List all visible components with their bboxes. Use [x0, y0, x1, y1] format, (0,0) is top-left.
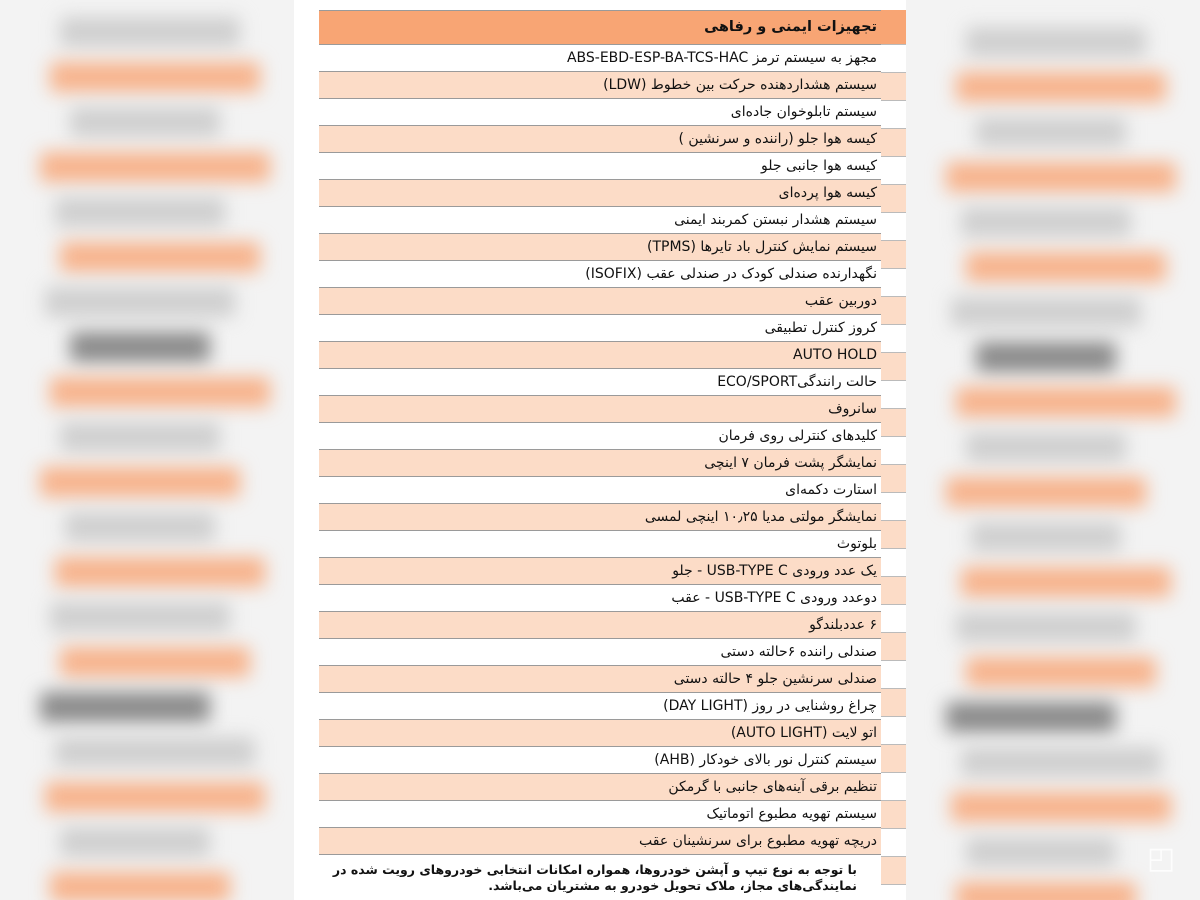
blurred-bar: [976, 117, 1126, 147]
side-cell: [881, 10, 906, 45]
blurred-row: [906, 245, 1200, 289]
side-cell: [881, 101, 906, 129]
table-side-column: [881, 10, 906, 850]
blurred-bar: [966, 27, 1146, 57]
table-row: سیستم هشدار نبستن کمربند ایمنی: [319, 207, 881, 234]
blurred-bar: [966, 432, 1126, 462]
blurred-row: [0, 595, 294, 639]
side-cell: [881, 857, 906, 885]
table-row: سیستم هشداردهنده حرکت بین خطوط (LDW): [319, 72, 881, 99]
blurred-bar: [60, 422, 220, 452]
blurred-bar: [50, 62, 260, 92]
side-cell: [881, 465, 906, 493]
side-cell: [881, 297, 906, 325]
blurred-bar: [956, 882, 1136, 900]
blurred-row: [0, 235, 294, 279]
blurred-row: [0, 145, 294, 189]
table-row: نمایشگر مولتی مدیا ۱۰٫۲۵ اینچی لمسی: [319, 504, 881, 531]
side-cell: [881, 157, 906, 185]
blurred-row: [0, 505, 294, 549]
watermark-logo-icon: ◰: [1146, 841, 1176, 876]
table-row: استارت دکمه‌ای: [319, 477, 881, 504]
side-cell: [881, 185, 906, 213]
table-row: سیستم تابلوخوان جاده‌ای: [319, 99, 881, 126]
blurred-bar: [966, 252, 1166, 282]
blurred-row: [906, 740, 1200, 784]
table-row: چراغ روشنایی در روز (DAY LIGHT): [319, 693, 881, 720]
side-cell: [881, 45, 906, 73]
table-row: بلوتوث: [319, 531, 881, 558]
blurred-row: [906, 110, 1200, 154]
blurred-bar: [60, 242, 260, 272]
blurred-row: [0, 820, 294, 864]
table-row: کیسه هوا پرده‌ای: [319, 180, 881, 207]
table-header: تجهیزات ایمنی و رفاهی: [319, 11, 881, 45]
blurred-row: [906, 155, 1200, 199]
table-row: کروز کنترل تطبیقی: [319, 315, 881, 342]
blurred-row: [0, 460, 294, 504]
blurred-bar: [40, 152, 270, 182]
table-row: AUTO HOLD: [319, 342, 881, 369]
table-row: تنظیم برقی آینه‌های جانبی با گرمکن: [319, 774, 881, 801]
side-cell: [881, 493, 906, 521]
blurred-row: [0, 55, 294, 99]
blurred-bar: [971, 522, 1121, 552]
side-cell: [881, 73, 906, 101]
blurred-row: [0, 415, 294, 459]
side-cell: [881, 325, 906, 353]
side-cell: [881, 661, 906, 689]
blurred-bar: [40, 467, 240, 497]
side-cell: [881, 717, 906, 745]
table-row: صندلی راننده ۶حالته دستی: [319, 639, 881, 666]
blurred-bar: [961, 747, 1161, 777]
blurred-bar: [65, 512, 215, 542]
side-cell: [881, 129, 906, 157]
blurred-row: [0, 190, 294, 234]
blurred-row: [0, 370, 294, 414]
table-row: نمایشگر پشت فرمان ۷ اینچی: [319, 450, 881, 477]
blurred-bar: [951, 792, 1171, 822]
blurred-row: [906, 290, 1200, 334]
side-cell: [881, 437, 906, 465]
blurred-row: [906, 695, 1200, 739]
side-cell: [881, 521, 906, 549]
table-row: کیسه هوا جانبی جلو: [319, 153, 881, 180]
blurred-bar: [966, 837, 1116, 867]
disclaimer-note: با توجه به نوع تیپ و آپشن خودروها، همواره امکانات انتخابی خودروهای رویت شده در نمایندگی‌های مجاز، ملاک تحویل خودرو به مشتریان می‌باشد.: [332, 862, 857, 893]
table-row: ۶ عددبلندگو: [319, 612, 881, 639]
table-row: صندلی سرنشین جلو ۴ حالته دستی: [319, 666, 881, 693]
blurred-bar: [966, 657, 1156, 687]
blurred-row: [906, 560, 1200, 604]
side-cell: [881, 773, 906, 801]
blurred-bar: [60, 17, 240, 47]
side-cell: [881, 801, 906, 829]
table-row: نگهدارنده صندلی کودک در صندلی عقب (ISOFIX): [319, 261, 881, 288]
blurred-bar: [70, 107, 220, 137]
blurred-row: [0, 775, 294, 819]
side-cell: [881, 353, 906, 381]
table-row: دوعدد ورودی USB-TYPE C - عقب: [319, 585, 881, 612]
blurred-bar: [956, 612, 1136, 642]
table-row: یک عدد ورودی USB-TYPE C - جلو: [319, 558, 881, 585]
table-row: سیستم کنترل نور بالای خودکار (AHB): [319, 747, 881, 774]
blurred-bar: [946, 162, 1176, 192]
blurred-bar: [55, 737, 255, 767]
side-cell: [881, 829, 906, 857]
blurred-bar: [70, 332, 210, 362]
spec-document: [294, 0, 906, 900]
table-row: سیستم نمایش کنترل باد تایرها (TPMS): [319, 234, 881, 261]
side-cell: [881, 269, 906, 297]
blurred-row: [906, 425, 1200, 469]
blurred-bar: [55, 557, 265, 587]
blurred-bar: [946, 477, 1146, 507]
blurred-bar: [45, 782, 265, 812]
blurred-row: [0, 640, 294, 684]
blurred-row: [0, 100, 294, 144]
blurred-background-left: [0, 0, 294, 900]
blurred-row: [0, 280, 294, 324]
blurred-row: [906, 380, 1200, 424]
blurred-bar: [951, 297, 1141, 327]
table-row: کیسه هوا جلو (راننده و سرنشین ): [319, 126, 881, 153]
blurred-row: [906, 470, 1200, 514]
features-table: [319, 10, 881, 855]
blurred-row: [0, 550, 294, 594]
blurred-bar: [946, 702, 1116, 732]
side-cell: [881, 745, 906, 773]
blurred-row: [906, 65, 1200, 109]
table-body: [319, 45, 881, 855]
blurred-row: [906, 200, 1200, 244]
side-cell: [881, 549, 906, 577]
side-cell: [881, 689, 906, 717]
blurred-bar: [961, 567, 1171, 597]
blurred-bar: [956, 387, 1176, 417]
blurred-bar: [956, 72, 1166, 102]
blurred-bar: [50, 872, 230, 900]
table-row: سیستم تهویه مطبوع اتوماتیک: [319, 801, 881, 828]
blurred-bar: [50, 377, 270, 407]
blurred-row: [906, 650, 1200, 694]
blurred-row: [0, 865, 294, 900]
side-cell: [881, 381, 906, 409]
blurred-row: [0, 685, 294, 729]
blurred-row: [906, 785, 1200, 829]
table-row: دریچه تهویه مطبوع برای سرنشینان عقب: [319, 828, 881, 855]
blurred-bar: [961, 207, 1131, 237]
blurred-row: [0, 730, 294, 774]
table-row: دوربین عقب: [319, 288, 881, 315]
blurred-bar: [60, 647, 250, 677]
blurred-bar: [55, 197, 225, 227]
table-row: سانروف: [319, 396, 881, 423]
blurred-row: [0, 10, 294, 54]
blurred-row: [906, 605, 1200, 649]
side-cell: [881, 409, 906, 437]
table-row: اتو لایت (AUTO LIGHT): [319, 720, 881, 747]
blurred-bar: [40, 692, 210, 722]
blurred-row: [906, 335, 1200, 379]
side-cell: [881, 633, 906, 661]
blurred-bar: [60, 827, 210, 857]
blurred-bar: [50, 602, 230, 632]
blurred-bar: [976, 342, 1116, 372]
blurred-background-right: [906, 0, 1200, 900]
side-cell: [881, 605, 906, 633]
side-cell: [881, 577, 906, 605]
blurred-row: [906, 20, 1200, 64]
blurred-row: [906, 515, 1200, 559]
side-cell: [881, 213, 906, 241]
table-row: مجهز به سیستم ترمز ABS-EBD-ESP-BA-TCS-HAC: [319, 45, 881, 72]
side-cell: [881, 241, 906, 269]
table-row: حالت رانندگیECO/SPORT: [319, 369, 881, 396]
blurred-bar: [45, 287, 235, 317]
blurred-row: [0, 325, 294, 369]
table-row: کلیدهای کنترلی روی فرمان: [319, 423, 881, 450]
